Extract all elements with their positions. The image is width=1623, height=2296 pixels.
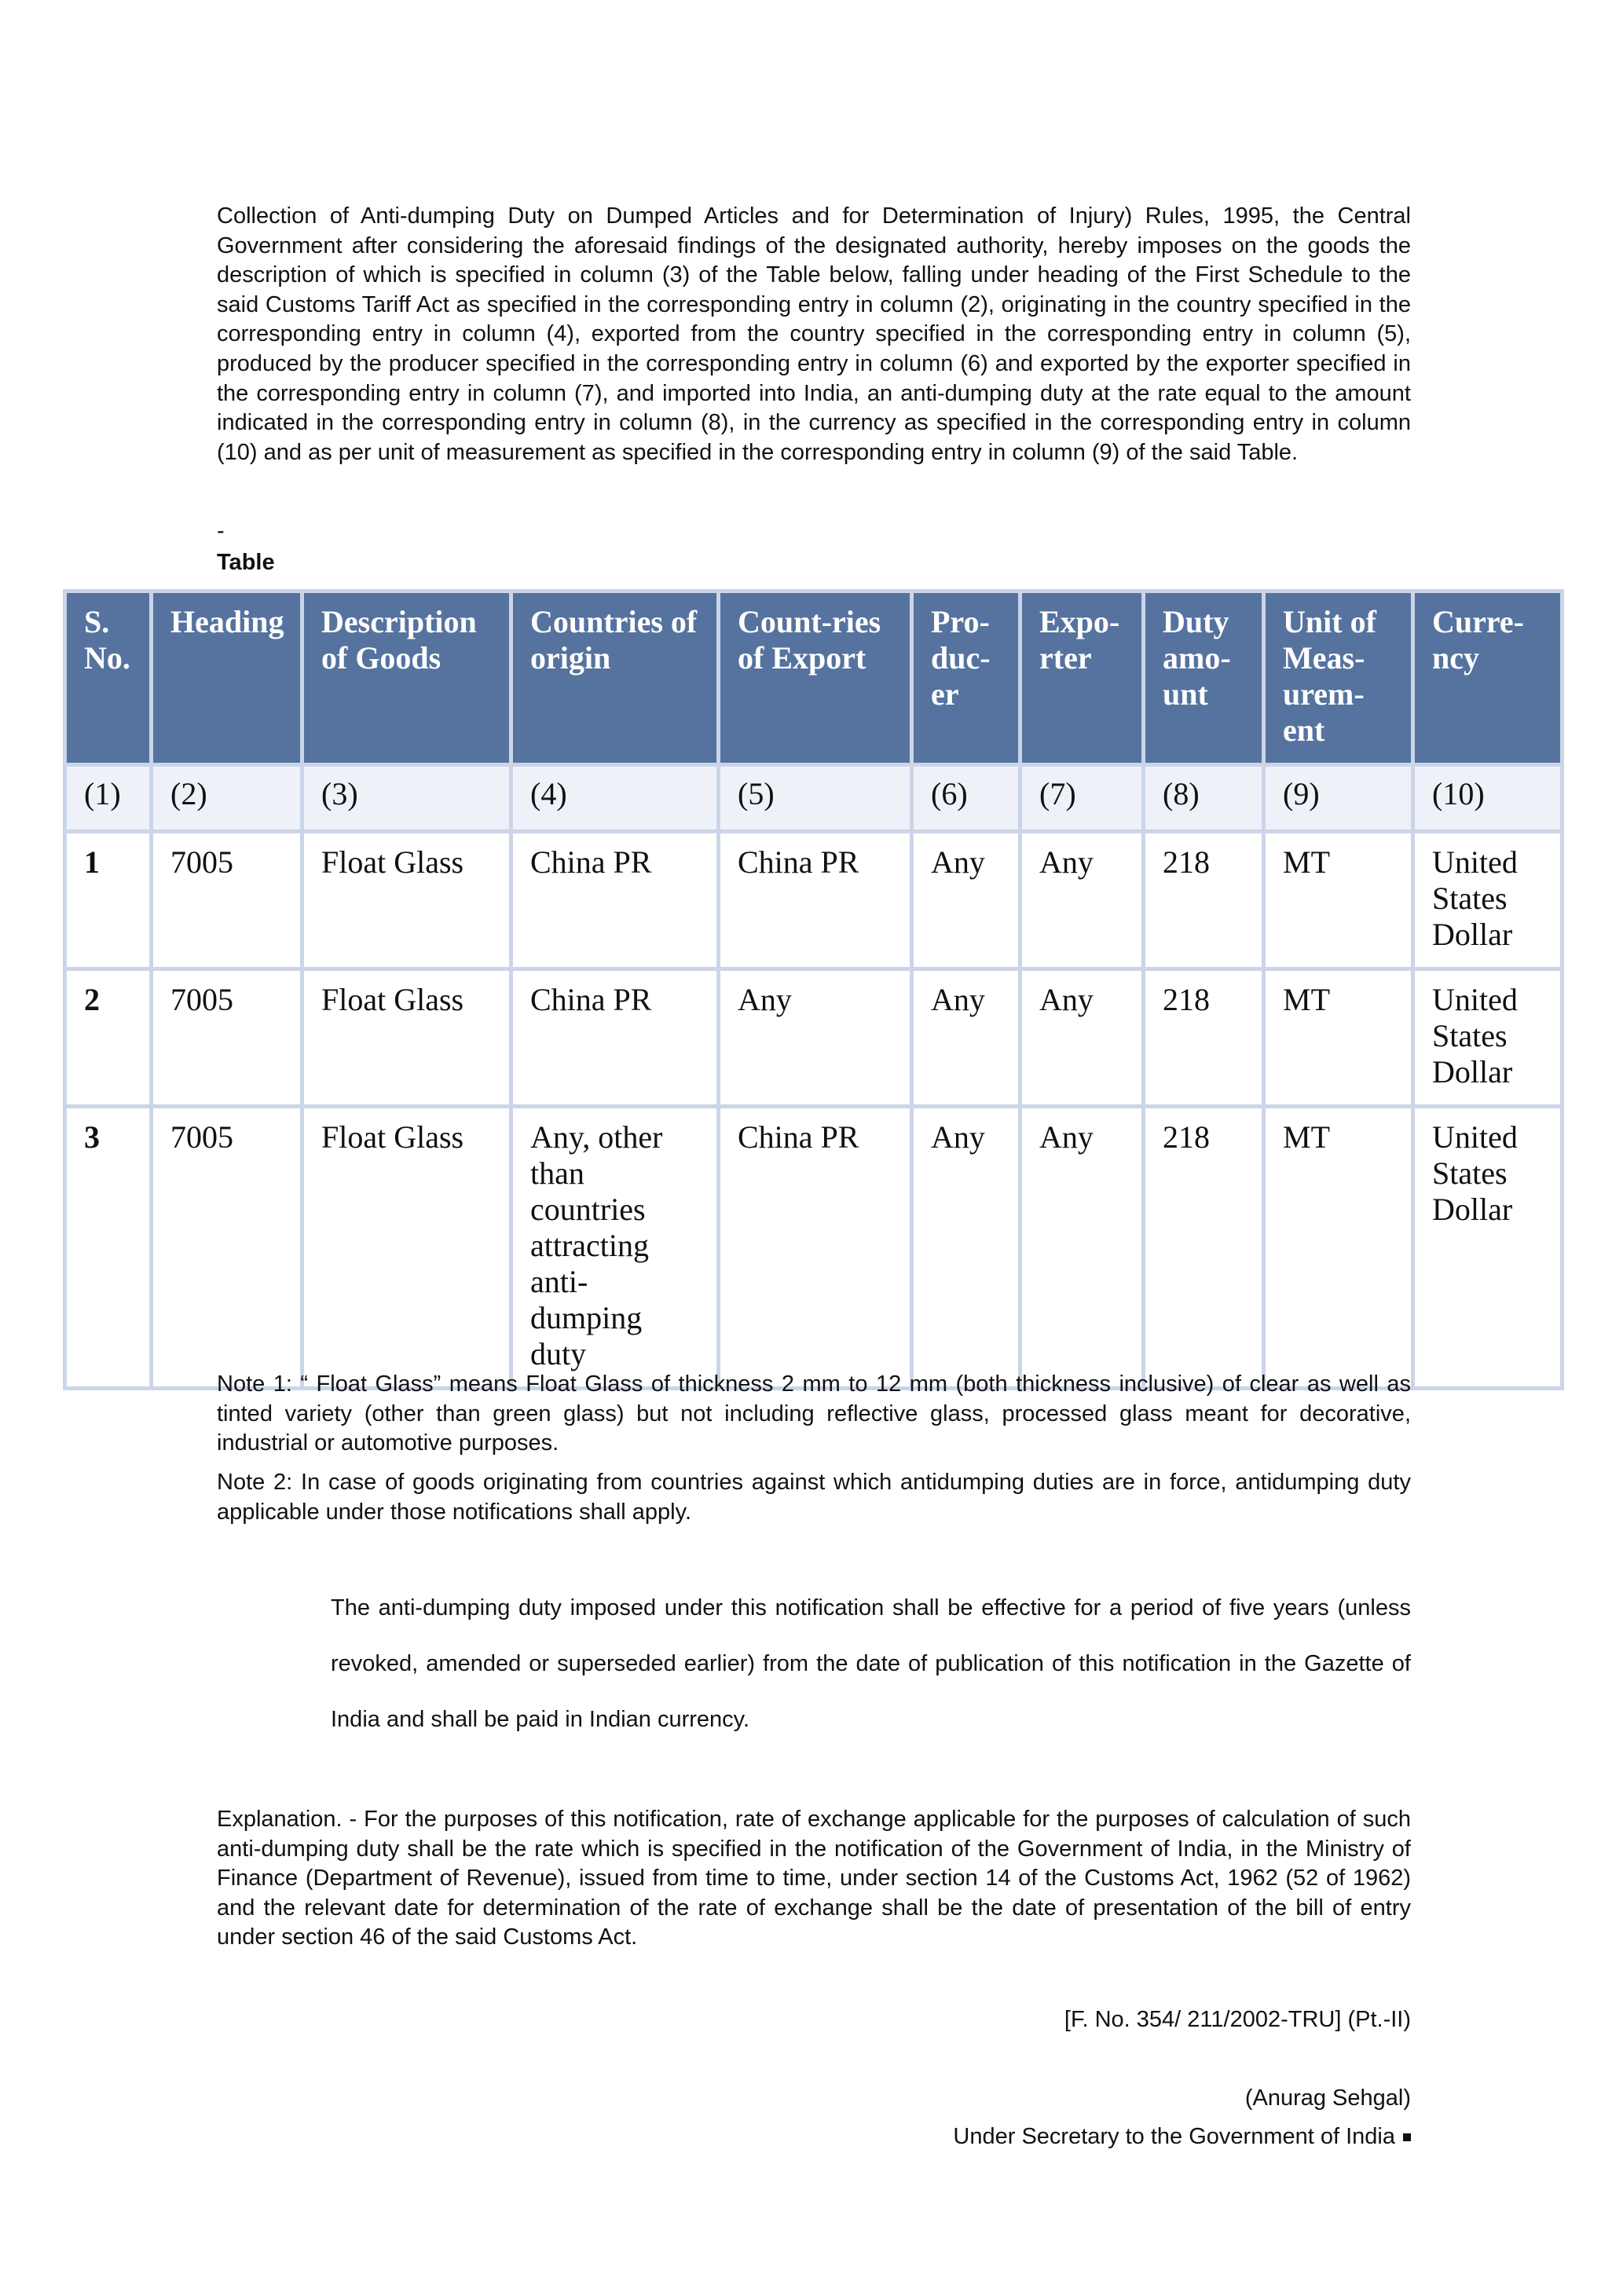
note-2: Note 2: In case of goods originating from countries against which antidumping duties are in force, antidumping duty applicable under those notifications shall apply. xyxy=(217,1470,1411,1525)
cell-description: Float Glass xyxy=(302,1107,511,1389)
cell-heading: 7005 xyxy=(152,969,302,1107)
cell-origin: China PR xyxy=(511,969,719,1107)
explanation-paragraph: Explanation. - For the purposes of this notification, rate of exchange applicable for the purposes of calculation of such anti-dumping duty shall be the rate which is specified in the notification of the Government of India, in the Ministry of Finance (Department of Revenue), issued from time to time, under section 14 of the Customs Act, 1962 (52 of 1962) and the relevant date for determination of the rate of exchange shall be the date of presentation of the bill of entry under section 46 of the said Customs Act. xyxy=(217,1807,1411,1950)
cell-unit: MT xyxy=(1264,969,1413,1107)
column-number: (1) xyxy=(65,765,152,832)
cell-currency: United States Dollar xyxy=(1413,832,1563,969)
cell-description: Float Glass xyxy=(302,832,511,969)
cell-description: Float Glass xyxy=(302,969,511,1107)
intro-paragraph: Collection of Anti-dumping Duty on Dumped Articles and for Determination of Injury) Rules, 1995, the Central Government after considering the aforesaid findings of the designated authority, hereby imposes on the goods the description of which is specified in column (3) of the Table below, falling under heading of the First Schedule to the said Customs Tariff Act as specified in the corresponding entry in column (2), originating in the country specified in the corresponding entry in column (4), exported from the country specified in the corresponding entry in column (5), produced by the producer specified in the corresponding entry in column (6) and exported by the exporter specified in the corresponding entry in column (7), and imported into India, an anti-dumping duty at the rate equal to the amount indicated in the corresponding entry in column (8), in the currency as specified in the corresponding entry in column (10) and as per unit of measurement as specified in the corresponding entry in column (9) of the said Table. xyxy=(217,203,1411,465)
duty-table xyxy=(63,589,1564,1390)
column-number: (4) xyxy=(511,765,719,832)
cell-currency: United States Dollar xyxy=(1413,969,1563,1107)
signatory-designation xyxy=(953,2124,1411,2150)
cell-currency: United States Dollar xyxy=(1413,1107,1563,1389)
column-number-row xyxy=(65,765,1563,832)
column-number: (7) xyxy=(1020,765,1144,832)
cell-export: China PR xyxy=(719,1107,912,1389)
column-number: (10) xyxy=(1413,765,1563,832)
cell-producer: Any xyxy=(912,969,1020,1107)
cell-exporter: Any xyxy=(1020,1107,1144,1389)
header-producer: Pro-duc-er xyxy=(912,591,1020,765)
cell-export: Any xyxy=(719,969,912,1107)
end-mark-icon xyxy=(1403,2133,1411,2141)
cell-origin: China PR xyxy=(511,832,719,969)
column-number: (3) xyxy=(302,765,511,832)
column-number: (5) xyxy=(719,765,912,832)
header-exporter: Expo-rter xyxy=(1020,591,1144,765)
header-sno: S. No. xyxy=(65,591,152,765)
header-unit: Unit of Meas-urem-ent xyxy=(1264,591,1413,765)
table-row xyxy=(65,969,1563,1107)
file-number: [F. No. 354/ 211/2002-TRU] (Pt.-II) xyxy=(1064,2007,1411,2032)
dash-marker: - xyxy=(217,518,225,544)
header-countries-origin: Countries of origin xyxy=(511,591,719,765)
cell-sno: 2 xyxy=(65,969,152,1107)
cell-export: China PR xyxy=(719,832,912,969)
note-1: Note 1: “ Float Glass” means Float Glass of thickness 2 mm to 12 mm (both thickness inclusive) of clear as well as tinted variety (other than green glass) but not including reflective glass, processed glass meant for decorative, industrial or automotive purposes. xyxy=(217,1371,1411,1456)
column-number: (6) xyxy=(912,765,1020,832)
table-label: Table xyxy=(217,550,275,575)
signatory-name: (Anurag Sehgal) xyxy=(1244,2085,1411,2111)
column-number: (9) xyxy=(1264,765,1413,832)
cell-producer: Any xyxy=(912,832,1020,969)
cell-origin: Any, other than countries attracting anti-dumping duty xyxy=(511,1107,719,1389)
header-description: Description of Goods xyxy=(302,591,511,765)
cell-exporter: Any xyxy=(1020,969,1144,1107)
header-currency: Curre-ncy xyxy=(1413,591,1563,765)
cell-unit: MT xyxy=(1264,832,1413,969)
column-number: (2) xyxy=(152,765,302,832)
cell-duty: 218 xyxy=(1144,1107,1264,1389)
cell-duty: 218 xyxy=(1144,832,1264,969)
cell-heading: 7005 xyxy=(152,832,302,969)
designation-text: Under Secretary to the Government of India xyxy=(953,2124,1395,2149)
header-countries-export: Count-ries of Export xyxy=(719,591,912,765)
table-header-row xyxy=(65,591,1563,765)
header-heading: Heading xyxy=(152,591,302,765)
effective-period-paragraph: The anti-dumping duty imposed under this notification shall be effective for a period of five years (unless revoked, amended or superseded earlier) from the date of publication of this notification in the Gazette of India and shall be paid in Indian currency. xyxy=(331,1595,1411,1732)
cell-heading: 7005 xyxy=(152,1107,302,1389)
cell-producer: Any xyxy=(912,1107,1020,1389)
table-row xyxy=(65,832,1563,969)
cell-exporter: Any xyxy=(1020,832,1144,969)
column-number: (8) xyxy=(1144,765,1264,832)
cell-sno: 1 xyxy=(65,832,152,969)
cell-unit: MT xyxy=(1264,1107,1413,1389)
cell-sno: 3 xyxy=(65,1107,152,1389)
cell-duty: 218 xyxy=(1144,969,1264,1107)
header-duty-amount: Duty amo-unt xyxy=(1144,591,1264,765)
table-row xyxy=(65,1107,1563,1389)
